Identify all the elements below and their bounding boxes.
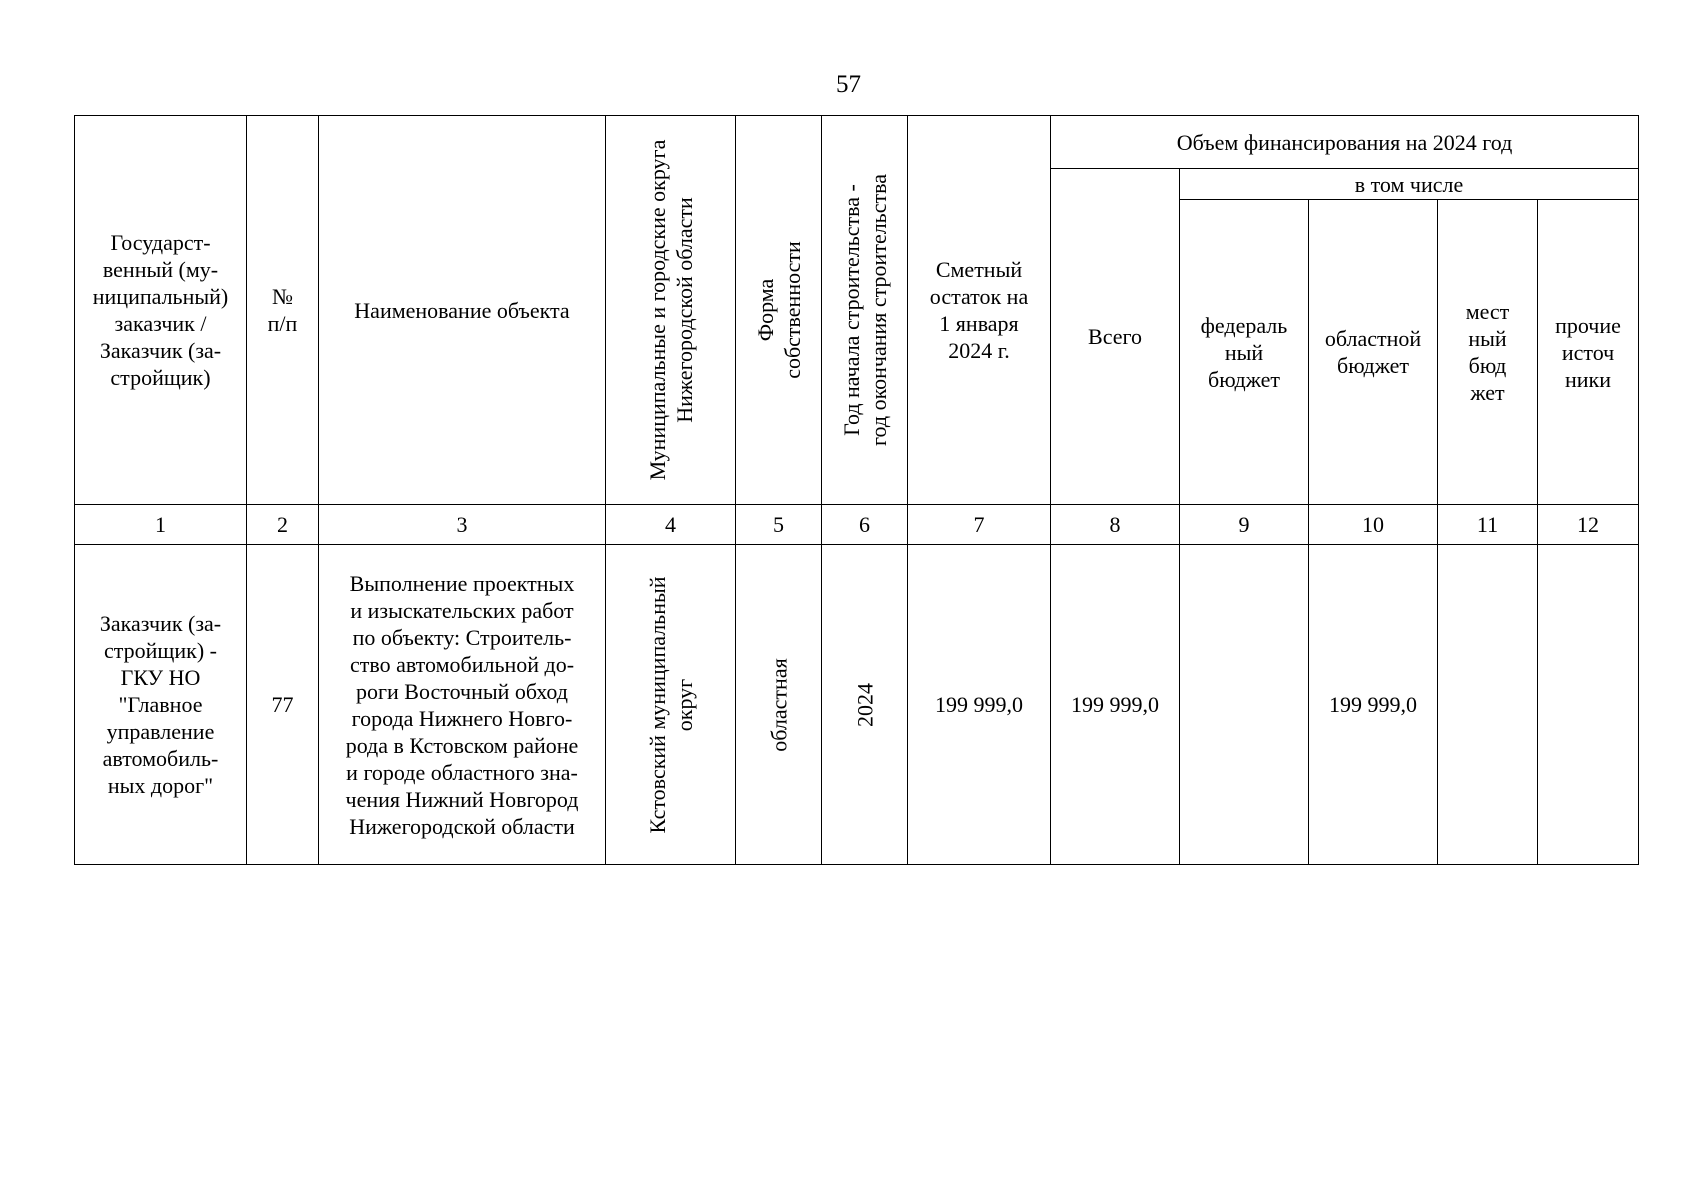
header-municipality bbox=[606, 116, 736, 505]
row-customer bbox=[75, 545, 247, 865]
header-other-text: прочие источ ники bbox=[1555, 312, 1621, 392]
column-number: 6 bbox=[822, 505, 908, 545]
header-financing-title: Объем финансирования на 2024 год bbox=[1051, 116, 1639, 169]
column-number: 10 bbox=[1309, 505, 1438, 545]
header-number bbox=[247, 116, 319, 505]
column-number: 8 bbox=[1051, 505, 1180, 545]
header-ownership bbox=[736, 116, 822, 505]
header-customer bbox=[75, 116, 247, 505]
row-ownership-text: областная bbox=[766, 657, 791, 752]
header-regional-text: областной бюджет bbox=[1324, 326, 1422, 378]
header-object-name-text: Наименование объекта bbox=[354, 297, 570, 323]
row-total: 199 999,0 bbox=[1051, 545, 1180, 865]
header-federal-text: федераль ный бюджет bbox=[1200, 312, 1288, 392]
column-number: 5 bbox=[736, 505, 822, 545]
header-total: Всего bbox=[1051, 169, 1180, 505]
header-regional bbox=[1309, 200, 1438, 505]
header-municipality-text: Муниципальные и городские округа Нижегородской области bbox=[644, 139, 697, 481]
table-row bbox=[75, 545, 1639, 865]
header-row-1 bbox=[75, 116, 1639, 169]
row-object-name bbox=[319, 545, 606, 865]
header-number-text: № п/п bbox=[267, 284, 298, 336]
row-estimated-balance: 199 999,0 bbox=[908, 545, 1051, 865]
header-years bbox=[822, 116, 908, 505]
row-other bbox=[1538, 545, 1639, 865]
header-ownership-text: Форма собственности bbox=[752, 241, 805, 379]
header-other bbox=[1538, 200, 1639, 505]
row-federal bbox=[1180, 545, 1309, 865]
header-including: в том числе bbox=[1180, 169, 1639, 200]
header-local-text: мест ный бюд жет bbox=[1465, 299, 1510, 405]
column-number: 12 bbox=[1538, 505, 1639, 545]
row-ownership bbox=[736, 545, 822, 865]
page-number: 57 bbox=[836, 71, 861, 98]
column-number: 7 bbox=[908, 505, 1051, 545]
header-customer-text: Государст- венный (му- ниципальный) заказчик / Заказчик (за- стройщик) bbox=[92, 230, 229, 390]
column-number: 1 bbox=[75, 505, 247, 545]
row-municipality bbox=[606, 545, 736, 865]
column-number: 3 bbox=[319, 505, 606, 545]
column-number: 2 bbox=[247, 505, 319, 545]
column-number: 9 bbox=[1180, 505, 1309, 545]
row-object-name-text: Выполнение проектных и изыскательских работ по объекту: Строитель- ство автомобильной до- роги Восточный обход города Нижнего Новго- рода в Кстовском районе и городе областного зна- чения Нижний Новгород Нижегородской области bbox=[345, 570, 579, 839]
column-number-row bbox=[75, 505, 1639, 545]
row-local bbox=[1438, 545, 1538, 865]
row-years-text: 2024 bbox=[852, 682, 877, 727]
header-federal bbox=[1180, 200, 1309, 505]
row-years bbox=[822, 545, 908, 865]
column-number: 4 bbox=[606, 505, 736, 545]
row-customer-text: Заказчик (за- стройщик) - ГКУ НО "Главное управление автомобиль- ных дорог" bbox=[99, 611, 222, 798]
header-object-name bbox=[319, 116, 606, 505]
header-local bbox=[1438, 200, 1538, 505]
column-number: 11 bbox=[1438, 505, 1538, 545]
header-estimated-balance-text: Сметный остаток на 1 января 2024 г. bbox=[929, 257, 1029, 363]
header-years-text: Год начала строительства - год окончания строительства bbox=[838, 174, 891, 446]
row-regional: 199 999,0 bbox=[1309, 545, 1438, 865]
row-municipality-text: Кстовский муниципальный округ bbox=[644, 575, 697, 834]
row-number: 77 bbox=[247, 545, 319, 865]
header-estimated-balance bbox=[908, 116, 1051, 505]
financing-table bbox=[74, 115, 1639, 865]
